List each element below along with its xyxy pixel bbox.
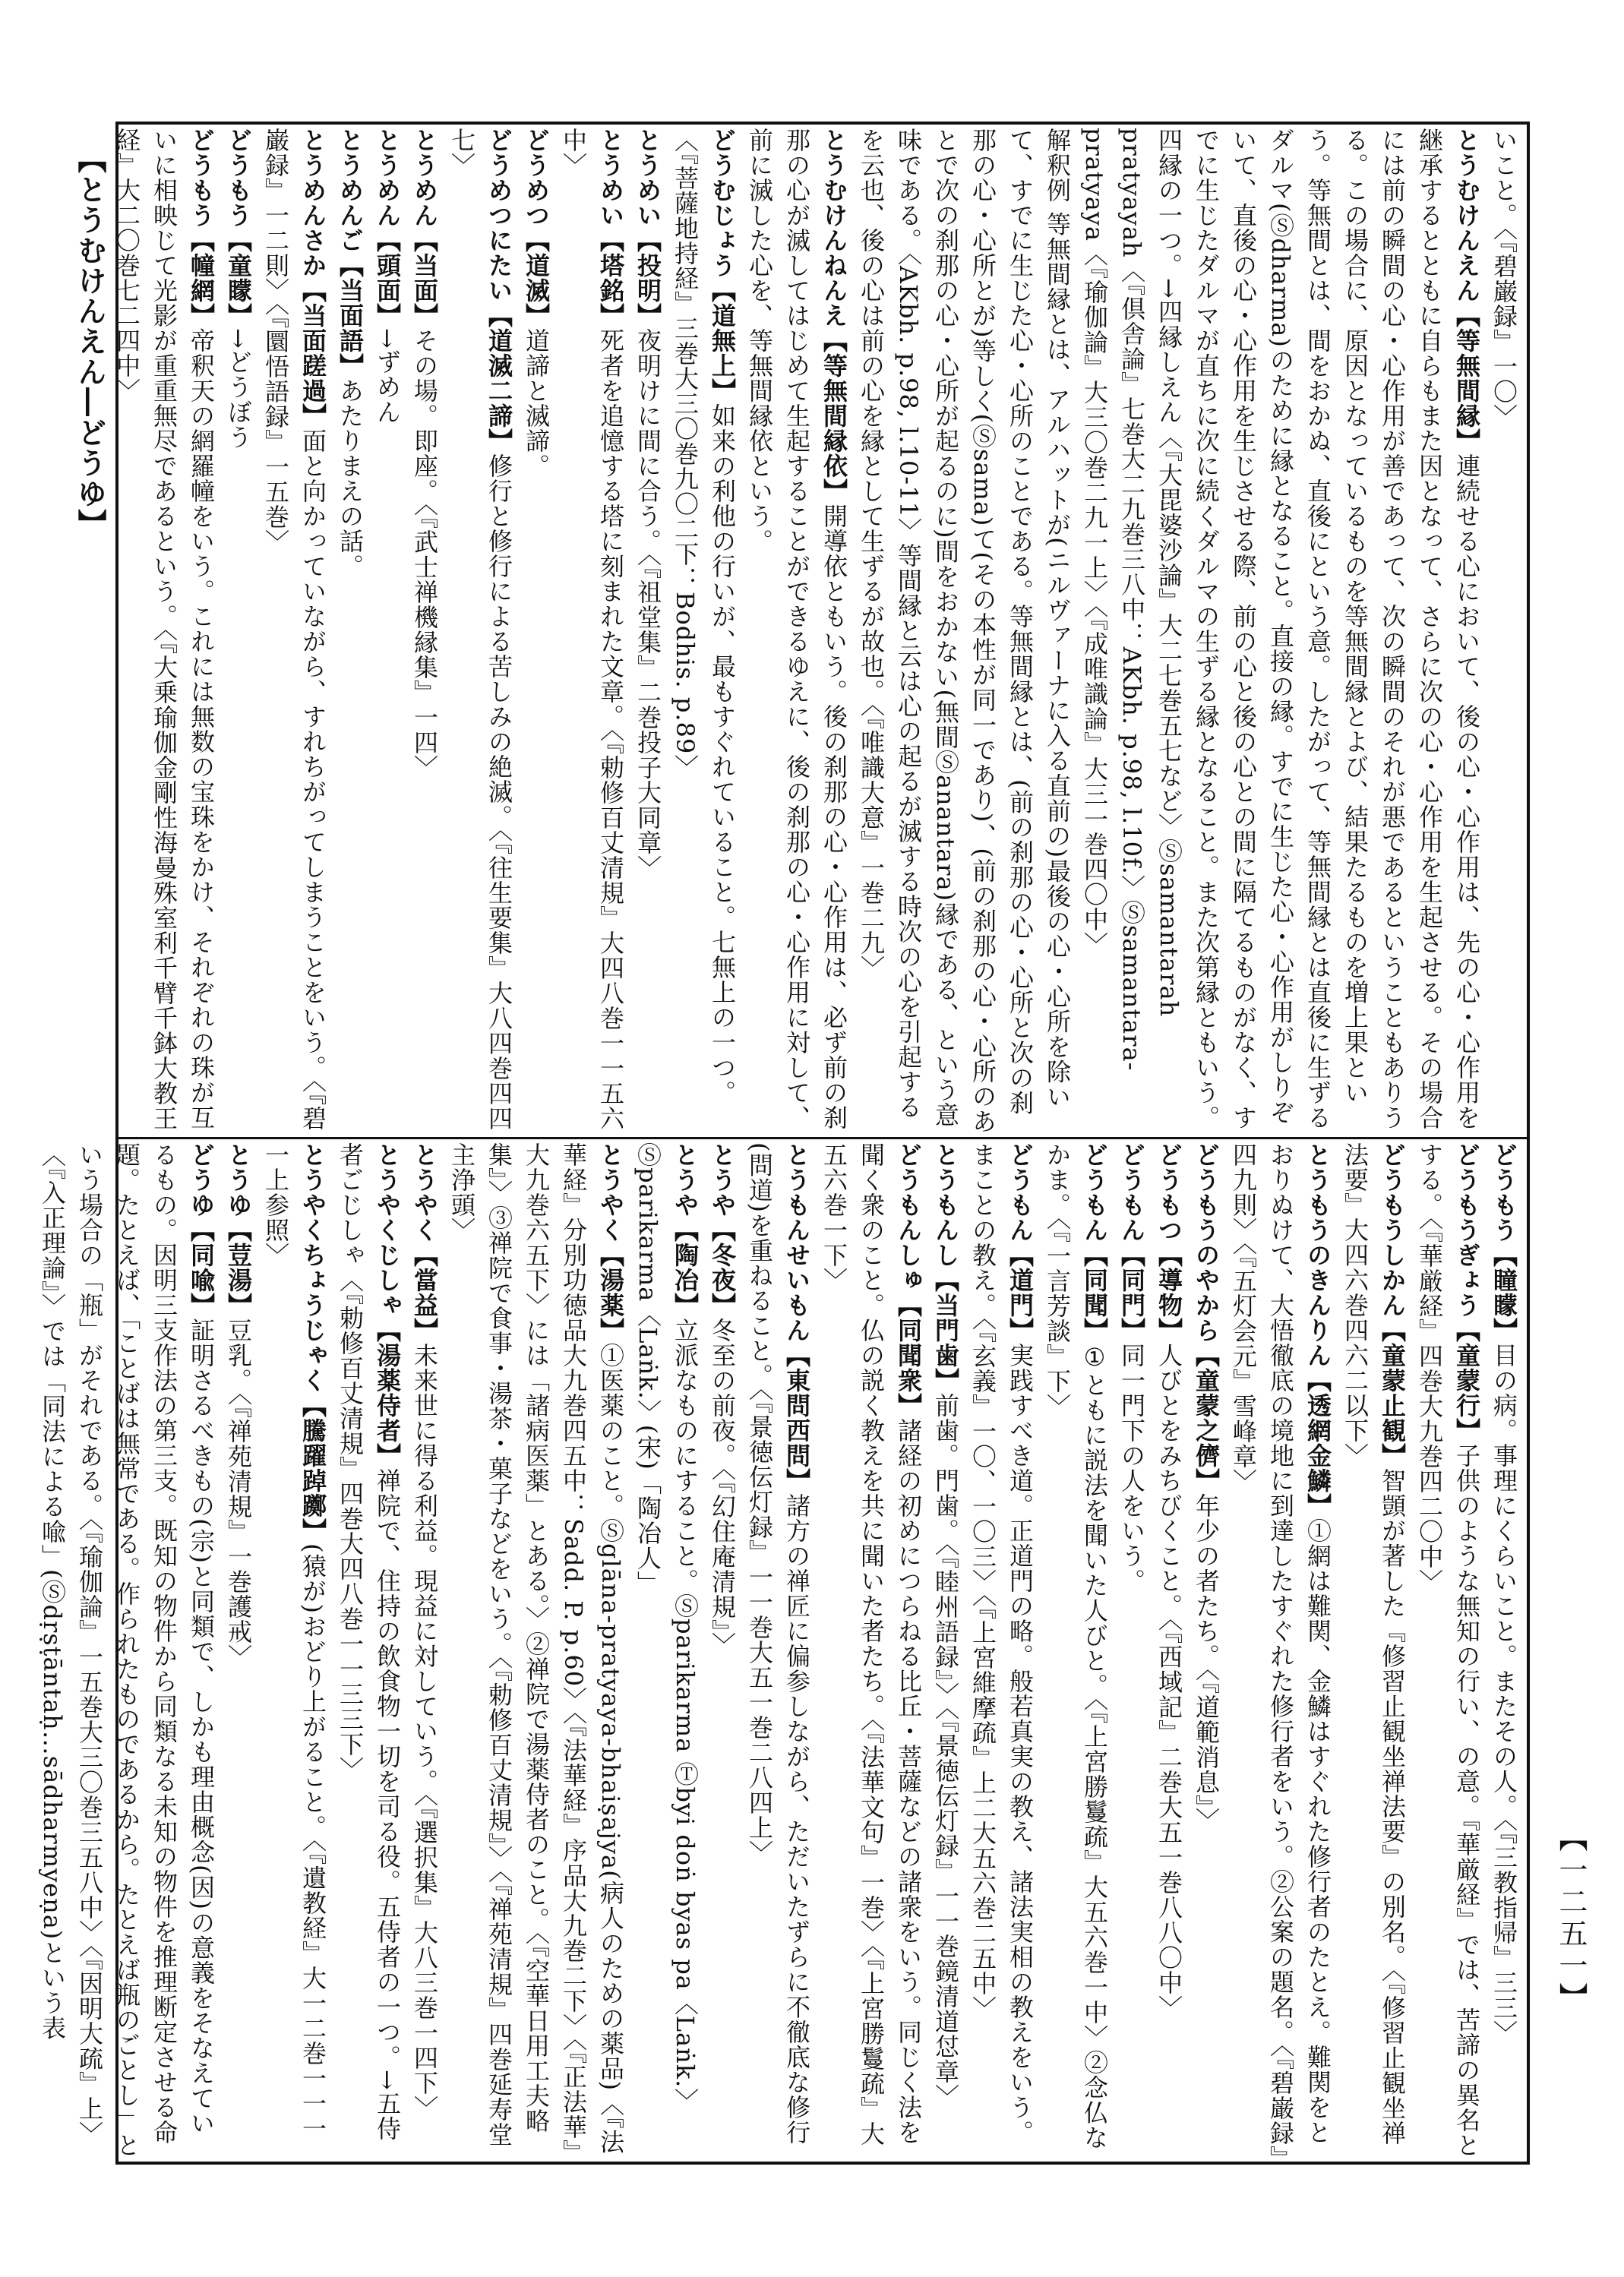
dictionary-entry	[220, 128, 257, 1134]
entry-headword: とうもんし【当門歯】	[931, 1142, 960, 1393]
entry-definition: 豆乳。〈『禅苑清規』一巻護戒〉	[224, 1318, 253, 1669]
entry-headword: とうやくじしゃ【湯薬侍者】	[373, 1142, 402, 1468]
entry-headword: どうゆ【同喩】	[187, 1142, 216, 1318]
entry-headword: どうもん【同門】	[1117, 1142, 1146, 1343]
entry-headword: どうもん【同聞】	[1080, 1142, 1109, 1343]
dictionary-entry	[1336, 1142, 1411, 2159]
dictionary-entry	[703, 1142, 741, 2159]
entry-definition: (猿が)おどり上がること。〈『遺教経』大一二巻一一一一上参照〉	[261, 1142, 327, 2141]
entry-definition: 如来の利他の行いが、最もすぐれていること。七無上の一つ。〈『菩薩地持経』三巻大三〇巻九〇二下：Bodhis. p.89〉	[671, 128, 737, 1105]
entry-headword: とうやく【當益】	[410, 1142, 439, 1343]
entry-definition: 未来世に得る利益。現益に対していう。〈『選択集』大八三巻一四下〉	[410, 1343, 439, 2121]
dictionary-entry	[443, 128, 517, 1134]
entry-definition: 死者を追憶する塔に刻まれた文章。〈『勅修百丈清規』大四八巻一一五六中〉	[559, 128, 625, 1131]
page-number: 【一二五一】	[1554, 1823, 1588, 2014]
dictionary-entry	[964, 1142, 1038, 2159]
dictionary-entry	[741, 128, 852, 1134]
dictionary-entry	[33, 1142, 220, 2159]
entry-definition: その場。即座。〈『武士禅機縁集』一四〉	[410, 328, 439, 780]
entry-headword: とうゆ【荳湯】	[224, 1142, 253, 1318]
dictionary-entry	[1224, 1142, 1336, 2159]
lower-tier-columns	[38, 1142, 1522, 2159]
dictionary-entry	[666, 128, 741, 1134]
entry-headword: とうむけんねんえ【等無間縁依】	[820, 128, 848, 504]
entry-definition: 解釈例 等無間縁とは、アルハットが(ニルヴァーナに入る直前の)最後の心・心所を除いて、すでに生じた心・心所のことである。等無間縁とは、(前の刹那の心・心所と次の刹那の心・心所とが)等しく(Ⓢsama)て(その本性が同一であり)、(前の刹那の心・心所のあとで次の刹那の心・心所が起るのに)間をおかない(無間Ⓢanantara)縁である、という意味である。〈AKbh. p.98, l.10-11〉等間縁と云は心の起るが滅する時次の心を引起するを云也、後の心は前の心を縁として生ずるが故也。〈『唯識大意』一巻二九〉	[857, 128, 1072, 1134]
entry-headword: どうもつ【導物】	[1155, 1142, 1183, 1343]
entry-definition: 連続せる心において、後の心・心作用は、先の心・心作用を継承するとともに自らもまた因となって、さらに次の心・心作用を生起させる。その場合には前の瞬間の心・心作用が善であって、次の瞬間のそれが悪であるということもありうる。この場合に、原因となっているものを等無間縁とよび、結果たるものを増上果という。等無間とは、間をおかぬ、直後にという意。したがって、等無間縁とは直後に生ずるダルマ(Ⓢdharma)のために縁となること。直接の縁。すでに生じた心・心作用がしりぞいて、直後の心・心作用を生じさせる際、前の心と後の心との間に隔てるものがなく、すでに生じたダルマが直ちに次に続くダルマの生ずる縁となること。また次第縁ともいう。四縁の一つ。→四縁しえん〈『大毘婆沙論』大二七巻五七など〉Ⓢsamantarah pratyayah〈『倶舎論』七巻大二九巻三八中：AKbh. p.98, l.10f.〉Ⓢsamantara-pratyaya〈『瑜伽論』大三〇巻二九一上〉〈『成唯識論』大三一巻四〇中〉	[1080, 128, 1481, 1130]
entry-headword: どうもうのやから【童蒙之儕】	[1192, 1142, 1221, 1493]
entry-headword: とうめんさか【当面蹉過】	[299, 128, 327, 428]
entry-definition: 夜明けに間に合う。〈『祖堂集』二巻投子大同章〉	[633, 328, 662, 880]
entry-headword: どうもうしかん【童蒙止観】	[1378, 1142, 1407, 1468]
entry-definition: 諸方の禅匠に偏参しながら、ただいたずらに不徹底な修行(問道)を重ねること。〈『景徳伝灯録』一一巻大五一巻二八四上〉	[745, 1142, 811, 2145]
dictionary-entry	[406, 1142, 443, 2159]
dictionary-entry	[331, 128, 368, 1134]
entry-headword: どうめつにたい【道滅二諦】	[485, 128, 513, 453]
entry-headword: どうもう【幢網】	[187, 128, 216, 328]
entry-definition: ①医薬のこと。Ⓢglāna-pratyaya-bhaiṣajya(病人のための薬品)〈『法華経』分別功徳品大九巻四五中：Sadd. P. p.60〉〈『法華経』序品大九巻二下〉〈『正法華』大九巻六五下〉には「諸病医薬」とある。〉②禅院で湯薬侍者のこと。〈『空華日用工夫略集』〉③禅院で食事・湯茶・菓子などをいう。〈『勅修百丈清規』〉〈『禅苑清規』四巻延寿堂主浄頭〉	[447, 1142, 625, 2155]
entry-definition: →ずめん	[373, 328, 402, 425]
dictionary-entry	[1113, 1142, 1150, 2159]
entry-definition: →どうぼう	[224, 328, 253, 450]
dictionary-entry	[1411, 1142, 1485, 2159]
dictionary-entry	[852, 128, 1076, 1134]
dictionary-entry	[1485, 1142, 1522, 2159]
entry-definition: 年少の者たち。〈『道範消息』〉	[1192, 1493, 1221, 1833]
dictionary-entry	[368, 128, 406, 1134]
entry-headword: どうめつ【道滅】	[522, 128, 551, 328]
dictionary-entry	[927, 1142, 964, 2159]
dictionary-entry	[1150, 1142, 1187, 2159]
entry-headword: とうもんせいもん【東問西問】	[782, 1142, 811, 1493]
tier-divider	[115, 1137, 1530, 1139]
dictionary-entry	[1076, 128, 1485, 1134]
dictionary-entry	[406, 128, 443, 1134]
entry-headword: とうや【冬夜】	[708, 1142, 737, 1318]
entry-definition: 智顗が著した『修習止観坐禅法要』の別名。〈『修習止観坐禅法要』大四六巻四六二以下〉	[1341, 1142, 1407, 2146]
dictionary-entry	[108, 128, 220, 1134]
lower-tier	[38, 1142, 1522, 2159]
entry-definition: 面と向かっていながら、すれちがってしまうことをいう。〈『碧巌録』一二則〉〈『圜悟語録』一五巻〉	[261, 128, 327, 1131]
entry-definition: 立派なものにすること。Ⓢparikarma Ⓣbyi doṅ byas pa〈Laṅk.〉Ⓢparikarma〈Laṅk.〉(宋)「陶冶人」	[633, 1142, 700, 2114]
dictionary-entry	[554, 128, 629, 1134]
entry-definition: 禅院で、住持の飲食物一切を司る役。五侍者の一つ。→五侍者ごじしゃ〈『勅修百丈清規』四巻大四八巻一一三三下〉	[336, 1142, 402, 2141]
dictionary-entry	[741, 1142, 815, 2159]
dictionary-entry	[331, 1142, 406, 2159]
entry-definition: 道諦と滅諦。	[522, 328, 551, 478]
dictionary-entry	[257, 128, 331, 1134]
entry-headword: とうやく【湯薬】	[596, 1142, 625, 1343]
entry-headword: どうむじょう【道無上】	[708, 128, 737, 403]
entry-headword: とうめん【当面】	[410, 128, 439, 328]
entry-headword: どうもん【道門】	[1006, 1142, 1035, 1343]
entry-headword: とうもうのきんりん【透網金鱗】	[1303, 1142, 1332, 1518]
entry-definition: 目の病。事理にくらいこと。またその人。〈『三教指帰』三三〉	[1490, 1343, 1518, 2045]
upper-tier-columns	[112, 128, 1522, 1134]
entry-definition: 冬至の前夜。〈『幻住庵清規』〉	[708, 1318, 737, 1657]
dictionary-entry	[443, 1142, 629, 2159]
entry-definition: いこと。〈『碧巌録』一〇〉	[1490, 128, 1518, 429]
entry-headword: とうめん【頭面】	[373, 128, 402, 328]
entry-definition: 証明さるべきもの(宗)と同類で、しかも理由概念(因)の意義をそなえているもの。因明三支作法の第三支。既知の物件から同類なる未知の物件を推理断定させる命題。たとえば、「ことばは無常である。作られたものであるから。たとえば瓶のごとし」という場合の「瓶」がそれである。〈『瑜伽論』一五巻大三〇巻三五八中〉〈『因明大疏』上〉〈『入正理論』〉では「同法による喩」(Ⓢdṛṣṭāntaḥ…sādharmyeṇa)という表	[38, 1142, 216, 2158]
entry-definition: 前歯。門歯。〈『睦州語録』〉〈『景徳伝灯録』一一巻鏡清道怤章〉	[931, 1393, 960, 2109]
entry-definition: あたりまえの話。	[336, 378, 365, 579]
dictionary-entry	[1187, 1142, 1224, 2159]
entry-definition: ①網は難関、金鱗はすぐれた修行者のたとえ。難関をとおりぬけて、大悟徹底の境地に到達したすぐれた修行者をいう。②公案の題名。〈『碧巌録』四九則〉〈『五灯会元』雪峰章〉	[1229, 1142, 1332, 2159]
entry-headword: どうもうぎょう【童蒙行】	[1452, 1142, 1481, 1443]
entry-headword: どうもう【瞳矇】	[1490, 1142, 1518, 1343]
dictionary-entry	[257, 1142, 331, 2159]
running-header: 【とうむけんえん―どうゆ】	[73, 144, 107, 539]
entry-headword: とうめんご【当面語】	[336, 128, 365, 378]
entry-definition: 帝釈天の網羅幢をいう。これには無数の宝珠をかけ、それぞれの珠が互いに相映じて光影が重重無尽であるという。〈『大乗瑜伽金剛性海曼殊室利千臂千鉢大教王経』大二〇巻七二四中〉	[112, 128, 216, 1131]
entry-definition: 同一門下の人をいう。	[1117, 1343, 1146, 1593]
entry-definition: 修行と修行による苦しみの絶滅。〈『往生要集』大八四巻四四七〉	[447, 128, 513, 1131]
entry-headword: どうもう【童矇】	[224, 128, 253, 328]
entry-definition: 人びとをみちびくこと。〈『西域記』二巻大五一巻八八〇中〉	[1155, 1343, 1183, 2020]
upper-tier	[112, 128, 1522, 1134]
entry-headword: とうめい【投明】	[633, 128, 662, 328]
dictionary-entry	[815, 1142, 927, 2159]
entry-headword: とうむけんえん【等無間縁】	[1452, 128, 1481, 453]
entry-definition: 子供のような無知の行い、の意。『華厳経』では、苦諦の異名とする。〈『華厳経』四巻大九巻四二〇中〉	[1415, 1142, 1481, 2158]
dictionary-entry	[1485, 128, 1522, 1134]
dictionary-entry	[629, 1142, 703, 2159]
entry-definition: ①ともに説法を聞いた人びと。〈『上宮勝鬘疏』大五六巻一中〉②念仏なかま。〈『一言芳談』下〉	[1043, 1142, 1109, 2150]
entry-headword: どうもんしゅ【同聞衆】	[894, 1142, 923, 1418]
entry-headword: とうやくちょうじゃく【騰躍踔躑】	[299, 1142, 327, 1543]
entry-definition: 実践すべき道。正道門の略。般若真実の教え、諸法実相の教えをいう。まことの教え。〈『玄義』一〇、一〇三〉〈『上宮維摩疏』上二大五六巻二五中〉	[968, 1142, 1035, 2145]
dictionary-entry	[629, 128, 666, 1134]
entry-headword: とうや【陶冶】	[671, 1142, 700, 1318]
dictionary-entry	[517, 128, 554, 1134]
entry-definition: 諸経の初めにつらねる比丘・菩薩などの諸衆をいう。同じく法を聞く衆のこと。仏の説く教えを共に聞いた者たち。〈『法華文句』一巻〉〈『上宮勝鬘疏』大五六巻一下〉	[820, 1142, 923, 2146]
entry-headword: とうめい【塔銘】	[596, 128, 625, 328]
dictionary-entry	[1038, 1142, 1113, 2159]
dictionary-entry	[220, 1142, 257, 2159]
entry-definition: 開導依ともいう。後の刹那の心・心作用は、必ず前の刹那の心が滅してはじめて生起することができるゆえに、後の刹那の心・心作用に対して、前に滅した心を、等無間縁依という。	[745, 128, 848, 1130]
